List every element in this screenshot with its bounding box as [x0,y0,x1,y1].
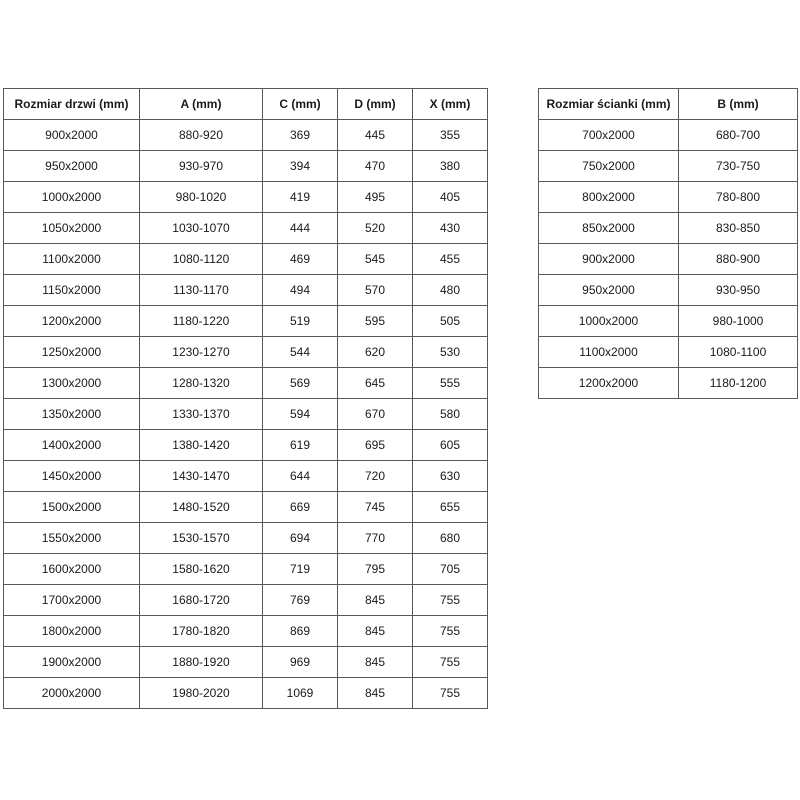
table-row [539,337,798,368]
table-row [539,244,798,275]
table-cell: 619 [263,430,338,461]
table-cell: 1300x2000 [4,368,140,399]
table-cell: 645 [338,368,413,399]
table-cell: 1100x2000 [539,337,679,368]
table-cell: 845 [338,678,413,709]
table-cell: 1100x2000 [4,244,140,275]
table-row [4,585,488,616]
table-row [4,120,488,151]
table-row [4,492,488,523]
table-cell: 519 [263,306,338,337]
table-cell: 469 [263,244,338,275]
table-cell: 1000x2000 [4,182,140,213]
table-cell: 1900x2000 [4,647,140,678]
table-cell: 969 [263,647,338,678]
table-cell: 520 [338,213,413,244]
table-cell: 1450x2000 [4,461,140,492]
column-header: X (mm) [413,89,488,120]
table-row [4,213,488,244]
table-row [4,616,488,647]
table-cell: 1800x2000 [4,616,140,647]
table-cell: 555 [413,368,488,399]
table-cell: 470 [338,151,413,182]
table-row [4,244,488,275]
table-cell: 930-950 [679,275,798,306]
table-cell: 845 [338,647,413,678]
table-row [4,306,488,337]
table-row [539,275,798,306]
table-cell: 700x2000 [539,120,679,151]
table-cell: 630 [413,461,488,492]
table-cell: 869 [263,616,338,647]
column-header: Rozmiar drzwi (mm) [4,89,140,120]
table-cell: 1200x2000 [4,306,140,337]
table-cell: 455 [413,244,488,275]
table-cell: 1680-1720 [140,585,263,616]
table-cell: 580 [413,399,488,430]
table-row [4,151,488,182]
table-cell: 1980-2020 [140,678,263,709]
table-cell: 980-1020 [140,182,263,213]
table-cell: 1080-1100 [679,337,798,368]
table-cell: 380 [413,151,488,182]
table-cell: 900x2000 [4,120,140,151]
table-cell: 1380-1420 [140,430,263,461]
table-cell: 1500x2000 [4,492,140,523]
table-cell: 445 [338,120,413,151]
table-row [4,430,488,461]
table-row [539,182,798,213]
table-cell: 845 [338,585,413,616]
table-row [539,213,798,244]
table-row [4,461,488,492]
table-row [4,554,488,585]
table-cell: 694 [263,523,338,554]
table-cell: 1600x2000 [4,554,140,585]
table-cell: 605 [413,430,488,461]
table-cell: 480 [413,275,488,306]
table-cell: 730-750 [679,151,798,182]
table-cell: 845 [338,616,413,647]
column-header: Rozmiar ścianki (mm) [539,89,679,120]
table-cell: 750x2000 [539,151,679,182]
wall-sizes-table [538,88,798,399]
table-row [539,151,798,182]
header-row [4,89,488,120]
table-cell: 800x2000 [539,182,679,213]
table-cell: 594 [263,399,338,430]
table-cell: 1069 [263,678,338,709]
table-cell: 695 [338,430,413,461]
table-row [539,368,798,399]
table-cell: 745 [338,492,413,523]
table-cell: 1180-1200 [679,368,798,399]
table-cell: 680 [413,523,488,554]
table-cell: 850x2000 [539,213,679,244]
table-cell: 570 [338,275,413,306]
table-row [4,523,488,554]
column-header: C (mm) [263,89,338,120]
table-cell: 369 [263,120,338,151]
table-cell: 1550x2000 [4,523,140,554]
table-cell: 880-900 [679,244,798,275]
table-cell: 1880-1920 [140,647,263,678]
table-cell: 444 [263,213,338,244]
table-row [4,275,488,306]
table-cell: 1200x2000 [539,368,679,399]
table-cell: 1130-1170 [140,275,263,306]
table-row [4,647,488,678]
table-cell: 930-970 [140,151,263,182]
table-cell: 1030-1070 [140,213,263,244]
table-cell: 900x2000 [539,244,679,275]
table-cell: 755 [413,616,488,647]
table-cell: 355 [413,120,488,151]
column-header: A (mm) [140,89,263,120]
table-cell: 544 [263,337,338,368]
table-cell: 430 [413,213,488,244]
table-row [4,678,488,709]
table-row [539,120,798,151]
table-row [4,399,488,430]
table-cell: 755 [413,585,488,616]
table-cell: 830-850 [679,213,798,244]
table-cell: 495 [338,182,413,213]
table-cell: 1580-1620 [140,554,263,585]
table-cell: 1280-1320 [140,368,263,399]
table-cell: 1250x2000 [4,337,140,368]
table-cell: 1780-1820 [140,616,263,647]
table-cell: 755 [413,678,488,709]
table-cell: 770 [338,523,413,554]
table-cell: 1080-1120 [140,244,263,275]
table-cell: 545 [338,244,413,275]
table-cell: 980-1000 [679,306,798,337]
table-cell: 1350x2000 [4,399,140,430]
table-cell: 755 [413,647,488,678]
table-cell: 595 [338,306,413,337]
table-cell: 1480-1520 [140,492,263,523]
table-cell: 1180-1220 [140,306,263,337]
table-cell: 720 [338,461,413,492]
table-cell: 530 [413,337,488,368]
table-cell: 705 [413,554,488,585]
table-cell: 620 [338,337,413,368]
table-cell: 1150x2000 [4,275,140,306]
table-cell: 1700x2000 [4,585,140,616]
table-cell: 1430-1470 [140,461,263,492]
table-row [539,306,798,337]
table-cell: 1000x2000 [539,306,679,337]
table-cell: 419 [263,182,338,213]
column-header: D (mm) [338,89,413,120]
table-cell: 780-800 [679,182,798,213]
table-cell: 394 [263,151,338,182]
table-cell: 670 [338,399,413,430]
header-row [539,89,798,120]
table-cell: 494 [263,275,338,306]
table-cell: 1330-1370 [140,399,263,430]
table-cell: 569 [263,368,338,399]
table-cell: 505 [413,306,488,337]
column-header: B (mm) [679,89,798,120]
table-cell: 795 [338,554,413,585]
table-row [4,337,488,368]
table-cell: 2000x2000 [4,678,140,709]
table-cell: 655 [413,492,488,523]
table-cell: 405 [413,182,488,213]
table-cell: 1050x2000 [4,213,140,244]
table-cell: 1530-1570 [140,523,263,554]
table-cell: 950x2000 [539,275,679,306]
table-cell: 719 [263,554,338,585]
table-cell: 769 [263,585,338,616]
table-cell: 1230-1270 [140,337,263,368]
table-cell: 644 [263,461,338,492]
table-cell: 669 [263,492,338,523]
door-sizes-table [3,88,488,709]
table-cell: 880-920 [140,120,263,151]
table-cell: 950x2000 [4,151,140,182]
table-row [4,182,488,213]
table-cell: 1400x2000 [4,430,140,461]
table-cell: 680-700 [679,120,798,151]
table-row [4,368,488,399]
